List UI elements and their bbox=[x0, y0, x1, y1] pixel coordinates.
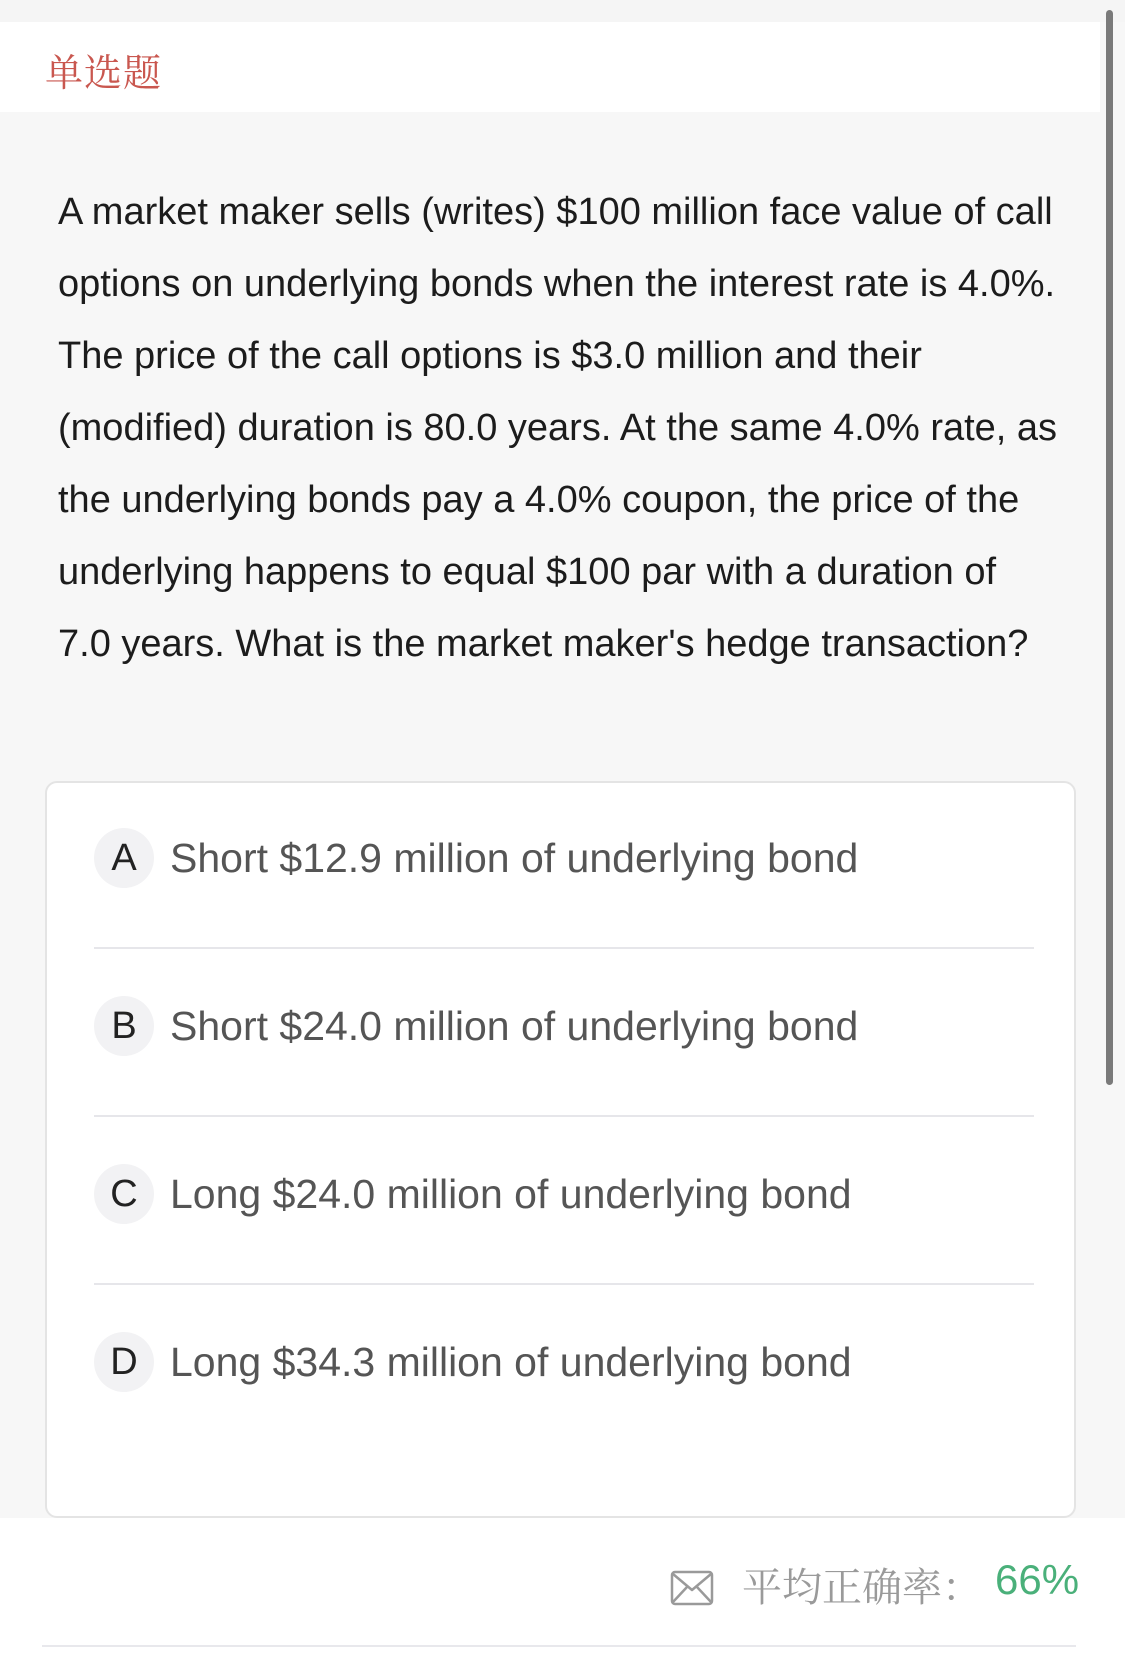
option-d[interactable] bbox=[94, 1287, 1034, 1437]
option-text-b: Short $24.0 million of underlying bond bbox=[170, 1003, 859, 1049]
option-letter-d: D bbox=[94, 1332, 154, 1392]
option-text-c: Long $24.0 million of underlying bond bbox=[170, 1171, 852, 1217]
option-divider bbox=[94, 947, 1034, 949]
envelope-icon[interactable] bbox=[670, 1568, 714, 1608]
option-letter-c: C bbox=[94, 1164, 154, 1224]
scrollbar[interactable] bbox=[1106, 10, 1113, 1085]
footer-divider bbox=[42, 1645, 1076, 1647]
options-card bbox=[45, 781, 1076, 1518]
average-accuracy-value: 66% bbox=[995, 1556, 1080, 1603]
option-divider bbox=[94, 1283, 1034, 1285]
option-letter-a: A bbox=[94, 828, 154, 888]
footer-bar bbox=[0, 1518, 1125, 1653]
top-strip bbox=[0, 0, 1125, 22]
option-divider bbox=[94, 1115, 1034, 1117]
option-letter-b: B bbox=[94, 996, 154, 1056]
average-accuracy-label: 平均正确率： bbox=[742, 1565, 982, 1611]
option-a[interactable] bbox=[94, 783, 1034, 933]
option-b[interactable] bbox=[94, 951, 1034, 1101]
option-c[interactable] bbox=[94, 1119, 1034, 1269]
option-text-d: Long $34.3 million of underlying bond bbox=[170, 1339, 852, 1385]
question-type-title: 单选题 bbox=[45, 51, 163, 95]
option-text-a: Short $12.9 million of underlying bond bbox=[170, 835, 859, 881]
header-bar bbox=[0, 22, 1100, 112]
question-text: A market maker sells (writes) $100 million face value of call options on underlying bonds when the interest rate is 4.0%. The price of the call options is $3.0 million and their (modified) duration is 80.0 years. At the same 4.0% rate, as the underlying bonds pay a 4.0% coupon, the price of the underlying happens to equal $100 par with a duration of 7.0 years. What is the market maker's hedge transaction? bbox=[58, 191, 1058, 665]
